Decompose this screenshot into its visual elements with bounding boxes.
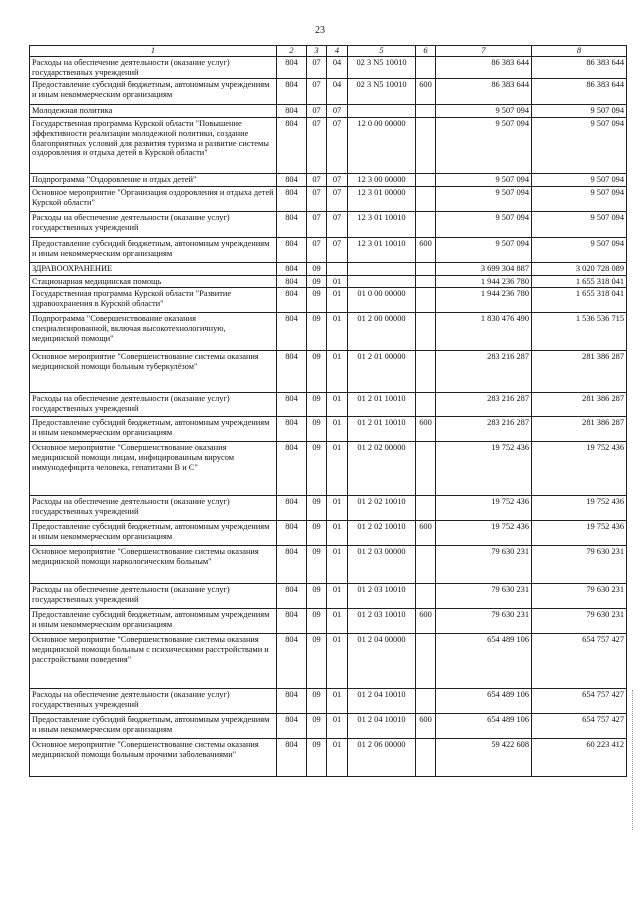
cell-amount-year2: 19 752 436 [532,496,627,521]
cell-ministry-code: 804 [277,584,307,609]
cell-target-article: 01 2 03 10010 [348,609,416,634]
cell-subsection-code: 01 [327,521,348,546]
table-row [30,609,627,634]
cell-section-code: 07 [307,79,327,105]
cell-ministry-code: 804 [277,174,307,187]
cell-subsection-code: 01 [327,393,348,417]
cell-section-code: 09 [307,393,327,417]
table-row [30,79,627,105]
cell-amount-year2: 86 383 644 [532,79,627,105]
cell-target-article: 12 3 01 10010 [348,211,416,237]
cell-ministry-code: 804 [277,275,307,288]
row-description: ЗДРАВООХРАНЕНИЕ [30,262,277,275]
cell-expense-type [416,275,436,288]
cell-section-code: 07 [307,105,327,118]
table-header-row [30,46,627,57]
row-description: Предоставление субсидий бюджетным, автономным учреждениям и иным некоммерческим организациям [30,417,277,442]
cell-expense-type [416,351,436,393]
table-body [30,56,627,777]
cell-amount-year2: 19 752 436 [532,442,627,496]
cell-target-article: 01 2 06 00000 [348,739,416,777]
table-row [30,584,627,609]
cell-section-code: 09 [307,275,327,288]
row-description: Молодежная политика [30,105,277,118]
column-header: 5 [348,46,416,57]
cell-section-code: 09 [307,417,327,442]
cell-target-article: 01 2 02 10010 [348,521,416,546]
column-header: 1 [30,46,277,57]
row-description: Основное мероприятие "Организация оздоровления и отдыха детей Курской области" [30,186,277,211]
cell-expense-type: 600 [416,417,436,442]
row-description: Подпрограмма "Совершенствование оказания специализированной, включая высокотехнологичную, медицинской помощи" [30,313,277,351]
cell-expense-type: 600 [416,237,436,262]
cell-amount-year2: 281 386 287 [532,417,627,442]
row-description: Основное мероприятие "Совершенствование системы оказания медицинской помощи больным туберкулёзом" [30,351,277,393]
table-row [30,714,627,739]
cell-amount-year1: 3 699 304 887 [436,262,532,275]
row-description: Расходы на обеспечение деятельности (оказание услуг) государственных учреждений [30,584,277,609]
table-row [30,211,627,237]
cell-target-article: 01 2 03 00000 [348,546,416,584]
cell-amount-year2: 86 383 644 [532,56,627,79]
cell-amount-year2: 9 507 094 [532,118,627,174]
column-header: 8 [532,46,627,57]
row-description: Основное мероприятие "Совершенствование системы оказания медицинской помощи больным с психическими расстройствами и расстройствами поведения" [30,634,277,689]
table-row [30,689,627,714]
cell-section-code: 09 [307,351,327,393]
row-description: Предоставление субсидий бюджетным, автономным учреждениям и иным некоммерческим организациям [30,237,277,262]
cell-amount-year1: 9 507 094 [436,118,532,174]
cell-expense-type [416,739,436,777]
cell-subsection-code: 01 [327,584,348,609]
cell-expense-type [416,393,436,417]
cell-ministry-code: 804 [277,714,307,739]
table-row [30,288,627,313]
cell-amount-year1: 1 944 236 780 [436,275,532,288]
cell-subsection-code: 01 [327,609,348,634]
row-description: Расходы на обеспечение деятельности (оказание услуг) государственных учреждений [30,689,277,714]
cell-subsection-code: 01 [327,442,348,496]
cell-target-article: 01 2 02 00000 [348,442,416,496]
cell-target-article: 12 3 00 00000 [348,174,416,187]
table-row [30,174,627,187]
table-row [30,496,627,521]
cell-amount-year1: 79 630 231 [436,584,532,609]
cell-expense-type [416,105,436,118]
cell-section-code: 09 [307,584,327,609]
table-row [30,521,627,546]
cell-amount-year1: 9 507 094 [436,186,532,211]
table-row [30,546,627,584]
cell-ministry-code: 804 [277,521,307,546]
table-row [30,237,627,262]
cell-amount-year1: 19 752 436 [436,496,532,521]
cell-expense-type: 600 [416,714,436,739]
cell-subsection-code: 07 [327,118,348,174]
row-description: Предоставление субсидий бюджетным, автономным учреждениям и иным некоммерческим организациям [30,79,277,105]
cell-section-code: 07 [307,174,327,187]
cell-section-code: 09 [307,739,327,777]
cell-amount-year1: 86 383 644 [436,79,532,105]
cell-amount-year1: 1 944 236 780 [436,288,532,313]
row-description: Государственная программа Курской области "Повышение эффективности реализации молодежной политики, создание благоприятных условий для развития туризма и развитие системы оздоровления и отдыха детей в Курской области" [30,118,277,174]
cell-section-code: 09 [307,288,327,313]
cell-amount-year1: 9 507 094 [436,174,532,187]
cell-subsection-code: 01 [327,351,348,393]
cell-subsection-code: 01 [327,275,348,288]
cell-amount-year2: 654 757 427 [532,714,627,739]
cell-amount-year2: 1 655 318 041 [532,275,627,288]
cell-subsection-code [327,262,348,275]
cell-target-article: 01 0 00 00000 [348,288,416,313]
row-description: Расходы на обеспечение деятельности (оказание услуг) государственных учреждений [30,496,277,521]
cell-amount-year1: 654 489 106 [436,714,532,739]
cell-expense-type [416,496,436,521]
column-header: 4 [327,46,348,57]
cell-target-article: 01 2 04 00000 [348,634,416,689]
cell-subsection-code: 01 [327,496,348,521]
cell-section-code: 09 [307,634,327,689]
cell-subsection-code: 04 [327,56,348,79]
cell-section-code: 09 [307,442,327,496]
cell-expense-type [416,174,436,187]
row-description: Государственная программа Курской области "Развитие здравоохранения в Курской области" [30,288,277,313]
cell-section-code: 07 [307,211,327,237]
table-row [30,275,627,288]
column-header: 3 [307,46,327,57]
table-row [30,417,627,442]
cell-amount-year1: 9 507 094 [436,105,532,118]
cell-amount-year2: 654 757 427 [532,689,627,714]
table-row [30,186,627,211]
cell-target-article: 12 3 01 00000 [348,186,416,211]
cell-target-article: 01 2 02 10010 [348,496,416,521]
cell-target-article: 01 2 01 10010 [348,393,416,417]
cell-expense-type: 600 [416,521,436,546]
scan-margin-marks [632,690,634,830]
cell-ministry-code: 804 [277,417,307,442]
cell-amount-year1: 79 630 231 [436,609,532,634]
cell-amount-year1: 654 489 106 [436,634,532,689]
budget-table [29,45,627,777]
table-row [30,442,627,496]
table-row [30,313,627,351]
table-row [30,351,627,393]
cell-target-article: 01 2 04 10010 [348,714,416,739]
cell-amount-year1: 9 507 094 [436,237,532,262]
cell-expense-type [416,546,436,584]
cell-amount-year2: 79 630 231 [532,609,627,634]
cell-section-code: 07 [307,237,327,262]
cell-amount-year1: 59 422 608 [436,739,532,777]
cell-amount-year2: 79 630 231 [532,546,627,584]
cell-target-article: 12 3 01 10010 [348,237,416,262]
row-description: Предоставление субсидий бюджетным, автономным учреждениям и иным некоммерческим организациям [30,609,277,634]
cell-target-article [348,262,416,275]
cell-amount-year2: 9 507 094 [532,237,627,262]
cell-section-code: 07 [307,118,327,174]
cell-subsection-code: 01 [327,417,348,442]
cell-expense-type [416,262,436,275]
cell-expense-type [416,186,436,211]
cell-expense-type: 600 [416,79,436,105]
cell-section-code: 07 [307,56,327,79]
cell-ministry-code: 804 [277,56,307,79]
cell-section-code: 09 [307,689,327,714]
cell-subsection-code: 07 [327,105,348,118]
cell-target-article: 12 0 00 00000 [348,118,416,174]
cell-target-article: 01 2 04 10010 [348,689,416,714]
cell-expense-type: 600 [416,609,436,634]
cell-section-code: 09 [307,496,327,521]
table-row [30,393,627,417]
column-header: 7 [436,46,532,57]
cell-ministry-code: 804 [277,609,307,634]
row-description: Основное мероприятие "Совершенствование системы оказания медицинской помощи наркологическим больным" [30,546,277,584]
cell-amount-year1: 283 216 287 [436,393,532,417]
cell-amount-year2: 1 655 318 041 [532,288,627,313]
cell-amount-year1: 283 216 287 [436,417,532,442]
row-description: Расходы на обеспечение деятельности (оказание услуг) государственных учреждений [30,56,277,79]
cell-subsection-code: 01 [327,288,348,313]
cell-amount-year2: 9 507 094 [532,105,627,118]
cell-amount-year1: 654 489 106 [436,689,532,714]
cell-amount-year1: 19 752 436 [436,521,532,546]
cell-section-code: 07 [307,186,327,211]
table-row [30,118,627,174]
cell-expense-type [416,442,436,496]
row-description: Предоставление субсидий бюджетным, автономным учреждениям и иным некоммерческим организациям [30,521,277,546]
cell-ministry-code: 804 [277,496,307,521]
cell-subsection-code: 01 [327,634,348,689]
cell-expense-type [416,56,436,79]
cell-amount-year1: 283 216 287 [436,351,532,393]
cell-target-article: 01 2 03 10010 [348,584,416,609]
cell-ministry-code: 804 [277,351,307,393]
cell-subsection-code: 01 [327,689,348,714]
cell-expense-type [416,313,436,351]
cell-subsection-code: 01 [327,739,348,777]
row-description: Предоставление субсидий бюджетным, автономным учреждениям и иным некоммерческим организациям [30,714,277,739]
cell-target-article: 02 3 N5 10010 [348,56,416,79]
cell-amount-year2: 654 757 427 [532,634,627,689]
table-row [30,56,627,79]
cell-section-code: 09 [307,262,327,275]
cell-subsection-code: 01 [327,546,348,584]
cell-ministry-code: 804 [277,118,307,174]
cell-subsection-code: 07 [327,211,348,237]
cell-target-article [348,275,416,288]
cell-ministry-code: 804 [277,186,307,211]
cell-subsection-code: 07 [327,237,348,262]
cell-amount-year1: 79 630 231 [436,546,532,584]
cell-ministry-code: 804 [277,689,307,714]
cell-ministry-code: 804 [277,105,307,118]
cell-target-article: 02 3 N5 10010 [348,79,416,105]
cell-ministry-code: 804 [277,393,307,417]
cell-ministry-code: 804 [277,211,307,237]
cell-amount-year2: 281 386 287 [532,393,627,417]
cell-ministry-code: 804 [277,288,307,313]
cell-section-code: 09 [307,714,327,739]
column-header: 6 [416,46,436,57]
cell-target-article [348,105,416,118]
cell-subsection-code: 07 [327,174,348,187]
cell-expense-type [416,288,436,313]
cell-amount-year2: 19 752 436 [532,521,627,546]
cell-subsection-code: 04 [327,79,348,105]
cell-target-article: 01 2 00 00000 [348,313,416,351]
cell-amount-year2: 9 507 094 [532,186,627,211]
cell-section-code: 09 [307,546,327,584]
table-row [30,105,627,118]
cell-ministry-code: 804 [277,262,307,275]
row-description: Основное мероприятие "Совершенствование оказания медицинской помощи лицам, инфицированным вирусом иммунодефицита человека, гепатитами В и С" [30,442,277,496]
cell-ministry-code: 804 [277,739,307,777]
table-row [30,634,627,689]
row-description: Стационарная медицинская помощь [30,275,277,288]
cell-amount-year2: 9 507 094 [532,174,627,187]
cell-amount-year2: 3 020 728 089 [532,262,627,275]
cell-expense-type [416,634,436,689]
cell-expense-type [416,689,436,714]
cell-amount-year2: 281 386 287 [532,351,627,393]
cell-ministry-code: 804 [277,79,307,105]
cell-ministry-code: 804 [277,442,307,496]
column-header: 2 [277,46,307,57]
cell-section-code: 09 [307,313,327,351]
cell-amount-year1: 9 507 094 [436,211,532,237]
cell-section-code: 09 [307,521,327,546]
cell-subsection-code: 01 [327,714,348,739]
cell-ministry-code: 804 [277,313,307,351]
cell-target-article: 01 2 01 10010 [348,417,416,442]
cell-target-article: 01 2 01 00000 [348,351,416,393]
cell-amount-year2: 1 536 536 715 [532,313,627,351]
row-description: Расходы на обеспечение деятельности (оказание услуг) государственных учреждений [30,393,277,417]
cell-amount-year2: 60 223 412 [532,739,627,777]
page-number: 23 [315,25,325,36]
cell-ministry-code: 804 [277,634,307,689]
cell-amount-year2: 79 630 231 [532,584,627,609]
cell-section-code: 09 [307,609,327,634]
cell-expense-type [416,584,436,609]
cell-subsection-code: 07 [327,186,348,211]
cell-expense-type [416,118,436,174]
row-description: Расходы на обеспечение деятельности (оказание услуг) государственных учреждений [30,211,277,237]
cell-ministry-code: 804 [277,546,307,584]
row-description: Основное мероприятие "Совершенствование системы оказания медицинской помощи больным прочими заболеваниями" [30,739,277,777]
cell-expense-type [416,211,436,237]
cell-amount-year2: 9 507 094 [532,211,627,237]
table-row [30,262,627,275]
cell-ministry-code: 804 [277,237,307,262]
cell-amount-year1: 1 830 476 490 [436,313,532,351]
table-row [30,739,627,777]
cell-amount-year1: 19 752 436 [436,442,532,496]
row-description: Подпрограмма "Оздоровление и отдых детей" [30,174,277,187]
cell-subsection-code: 01 [327,313,348,351]
cell-amount-year1: 86 383 644 [436,56,532,79]
